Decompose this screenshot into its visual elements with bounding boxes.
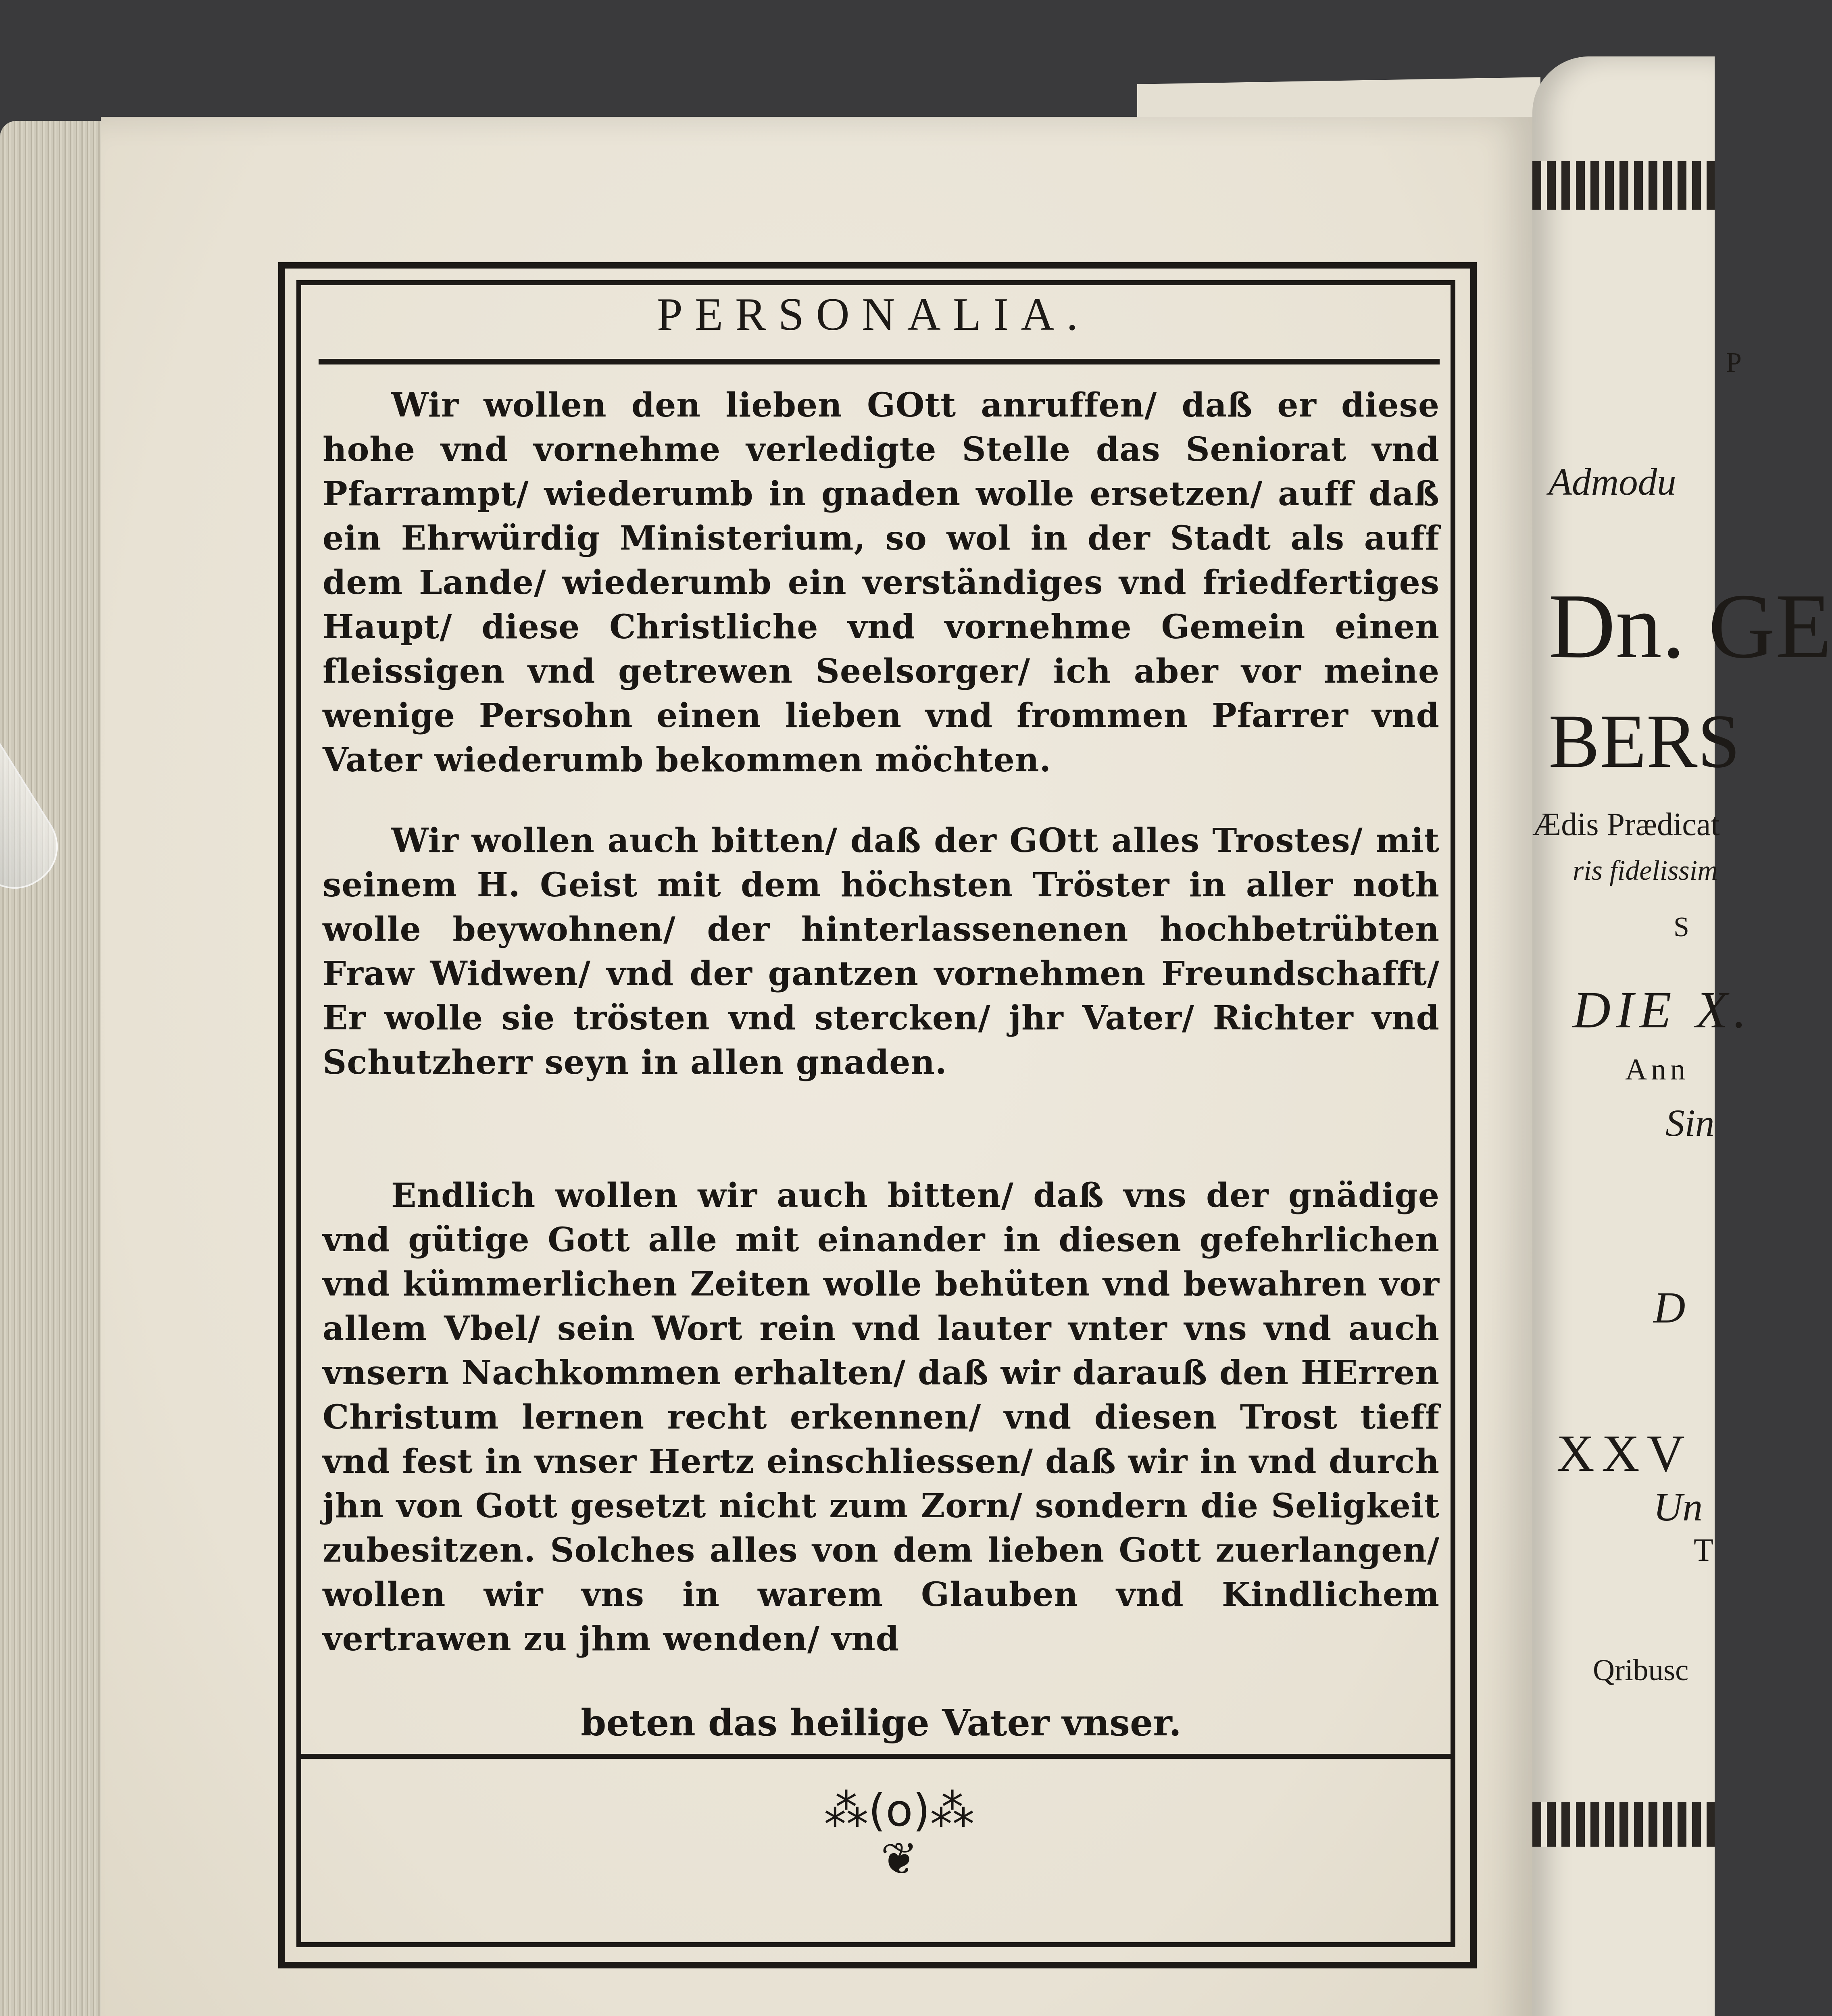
right-page-line: Sin bbox=[1665, 1102, 1715, 1144]
right-page-line: Un bbox=[1653, 1485, 1703, 1529]
right-page-line: Qribusc bbox=[1593, 1654, 1689, 1687]
paragraph-1: Wir wollen den lieben GOtt anruffen/ daß er diese hohe vnd vornehme verledigte Stelle das Seniorat vnd Pfarrampt/ wiederumb in gnaden wolle ersetzen/ auff daß ein Ehrwürdig Ministerium, so wol in der Stadt als auff dem Lande/ wiederumb ein verständiges vnd friedfertiges Haupt/ diese Christliche vnd vornehme Gemein einen fleissigen vnd getrewen Seelsorger/ ich aber vor meine wenige Persohn einen lieben vnd frommen Pfarrer vnd Vater wiederumb bekommen möchten. bbox=[323, 386, 1440, 779]
right-page-line: P bbox=[1726, 347, 1742, 378]
title-rule bbox=[319, 359, 1440, 364]
right-page-line: Dn. GE bbox=[1549, 575, 1832, 677]
right-page-line: S bbox=[1674, 912, 1689, 943]
right-page-line: BERS bbox=[1549, 699, 1740, 784]
paragraph-3: Endlich wollen wir auch bitten/ daß vns der gnädige vnd gütige Gott alle mit einander in diesen gefehrlichen vnd kümmerlichen Zeiten wolle behüten vnd bewahren vor allem Vbel/ sein Wort rein vnd lauter vnter vns vnd auch vnsern Nachkommen erhalten/ daß wir darauß den HErren Christum lernen recht erkennen/ vnd diesen Trost tieff vnd fest in vnser Hertz einschliessen/ daß wir in vnd durch jhn von Gott gesetzt nicht zum Zorn/ sondern die Seligkeit zubesitzen. Solches alles von dem lieben Gott zuerlangen/ wollen wir vns in warem Glauben vnd Kindlichem vertrawen zu jhm wenden/ vnd bbox=[323, 1176, 1440, 1658]
right-page-line: Ann bbox=[1625, 1053, 1690, 1086]
right-page-line: Admodu bbox=[1549, 460, 1676, 503]
right-page-line: DIE X. bbox=[1573, 981, 1752, 1039]
right-page-line: D bbox=[1653, 1283, 1686, 1332]
ornament-top: ⁂(o)⁂ bbox=[824, 1785, 975, 1836]
closing-line: beten das heilige Vater vnser. bbox=[581, 1702, 1182, 1744]
right-page-line: XXV bbox=[1557, 1425, 1692, 1483]
paragraph-2: Wir wollen auch bitten/ daß der GOtt alles Trostes/ mit seinem H. Geist mit dem höchsten Tröster in aller noth wolle beywohnen/ der hinterlassenenen hochbetrübten Fraw Widwen/ vnd der gantzen vornehmen Freundschafft/ Er wolle sie trösten vnd stercken/ jhr Vater/ Richter vnd Schutzherr seyn in allen gnaden. bbox=[323, 821, 1440, 1082]
right-page-ornament-border-top bbox=[1532, 161, 1715, 210]
right-page bbox=[1532, 56, 1832, 2016]
bottom-rule bbox=[296, 1754, 1451, 1759]
page-stack-edge bbox=[0, 121, 105, 2016]
right-page-line: T bbox=[1694, 1533, 1713, 1568]
ornament-bottom: ❦ bbox=[880, 1833, 918, 1885]
fleuron-ornament bbox=[807, 1786, 992, 1883]
page-title: PERSONALIA. bbox=[657, 289, 1090, 340]
right-page-ornament-border-bottom bbox=[1532, 1802, 1715, 1847]
right-page-line: Ædis Prædicat bbox=[1532, 807, 1720, 842]
right-page-line: ris fidelissim bbox=[1573, 855, 1718, 886]
